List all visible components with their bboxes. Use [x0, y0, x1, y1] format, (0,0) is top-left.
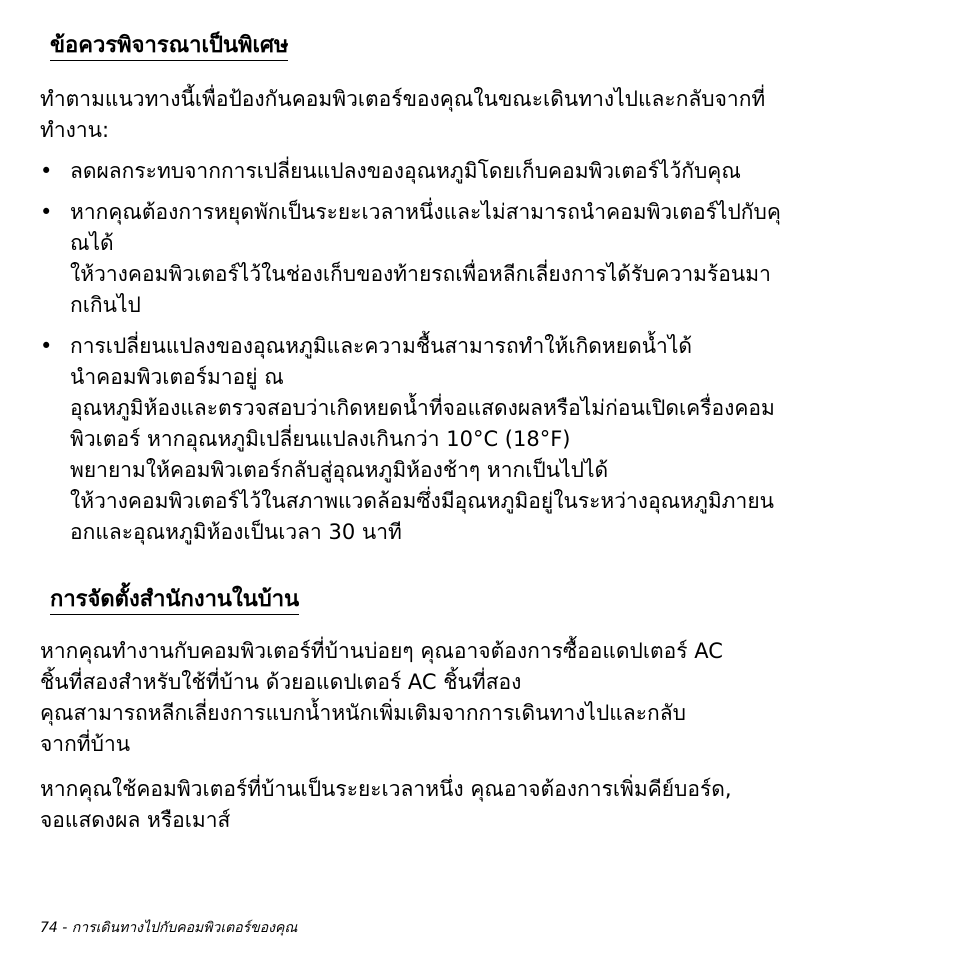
paragraph-line: จอแสดงผล หรือเมาส์ — [40, 808, 231, 832]
bullet-icon: • — [40, 200, 53, 224]
paragraph-line: จากที่บ้าน — [40, 732, 131, 756]
bullet-icon: • — [40, 334, 53, 358]
list-item-line: ให้วางคอมพิวเตอร์ไว้ในสภาพแวดล้อมซึ่งมีอุณหภูมิอยู่ในระหว่างอุณหภูมิภายน — [70, 489, 774, 513]
list-item-line: ณได้ — [70, 231, 114, 255]
list-item-line: การเปลี่ยนแปลงของอุณหภูมิและความชื้นสามารถทำให้เกิดหยดน้ำได้ — [70, 334, 693, 358]
list-item — [40, 156, 930, 187]
paragraph-line: ชิ้นที่สองสำหรับใช้ที่บ้าน ด้วยอแดปเตอร์ AC ชิ้นที่สอง — [40, 670, 522, 694]
paragraph-line: ทำตามแนวทางนี้เพื่อป้องกันคอมพิวเตอร์ของคุณในขณะเดินทางไปและกลับจากที่ — [40, 87, 766, 111]
home-office-paragraph-1 — [40, 636, 920, 760]
list-item-line: ลดผลกระทบจากการเปลี่ยนแปลงของอุณหภูมิโดยเก็บคอมพิวเตอร์ไว้กับคุณ — [70, 159, 741, 183]
list-item-line: อุณหภูมิห้องและตรวจสอบว่าเกิดหยดน้ำที่จอแสดงผลหรือไม่ก่อนเปิดเครื่องคอม — [70, 396, 775, 420]
list-item — [40, 331, 930, 548]
paragraph-line: คุณสามารถหลีกเลี่ยงการแบกน้ำหนักเพิ่มเติมจากการเดินทางไปและกลับ — [40, 701, 686, 725]
list-item-line: นำคอมพิวเตอร์มาอยู่ ณ — [70, 365, 284, 389]
considerations-bullet-list — [40, 156, 930, 548]
list-item-line: อกและอุณหภูมิห้องเป็นเวลา 30 นาที — [70, 520, 402, 544]
list-item-line: กเกินไป — [70, 293, 141, 317]
paragraph-line: ทำงาน: — [40, 118, 110, 142]
section-heading-home-office: การจัดตั้งสำนักงานในบ้าน — [50, 586, 299, 615]
paragraph-line: หากคุณทำงานกับคอมพิวเตอร์ที่บ้านบ่อยๆ คุณอาจต้องการซื้ออแดปเตอร์ AC — [40, 639, 723, 663]
bullet-icon: • — [40, 159, 53, 183]
intro-paragraph — [40, 84, 920, 146]
list-item-line: พิวเตอร์ หากอุณหภูมิเปลี่ยนแปลงเกินกว่า 10°C (18°F) — [70, 427, 571, 451]
list-item-line: ให้วางคอมพิวเตอร์ไว้ในช่องเก็บของท้ายรถเพื่อหลีกเลี่ยงการได้รับความร้อนมา — [70, 262, 771, 286]
list-item-line: หากคุณต้องการหยุดพักเป็นระยะเวลาหนึ่งและไม่สามารถนำคอมพิวเตอร์ไปกับคุ — [70, 200, 781, 224]
paragraph-line: หากคุณใช้คอมพิวเตอร์ที่บ้านเป็นระยะเวลาหนึ่ง คุณอาจต้องการเพิ่มคีย์บอร์ด, — [40, 777, 732, 801]
list-item — [40, 197, 930, 321]
list-item-line: พยายามให้คอมพิวเตอร์กลับสู่อุณหภูมิห้องช้าๆ หากเป็นไปได้ — [70, 458, 609, 482]
section-heading-special-considerations: ข้อควรพิจารณาเป็นพิเศษ — [50, 32, 288, 61]
page-footer: 74 - การเดินทางไปกับคอมพิวเตอร์ของคุณ — [40, 920, 298, 936]
home-office-paragraph-2 — [40, 774, 920, 836]
